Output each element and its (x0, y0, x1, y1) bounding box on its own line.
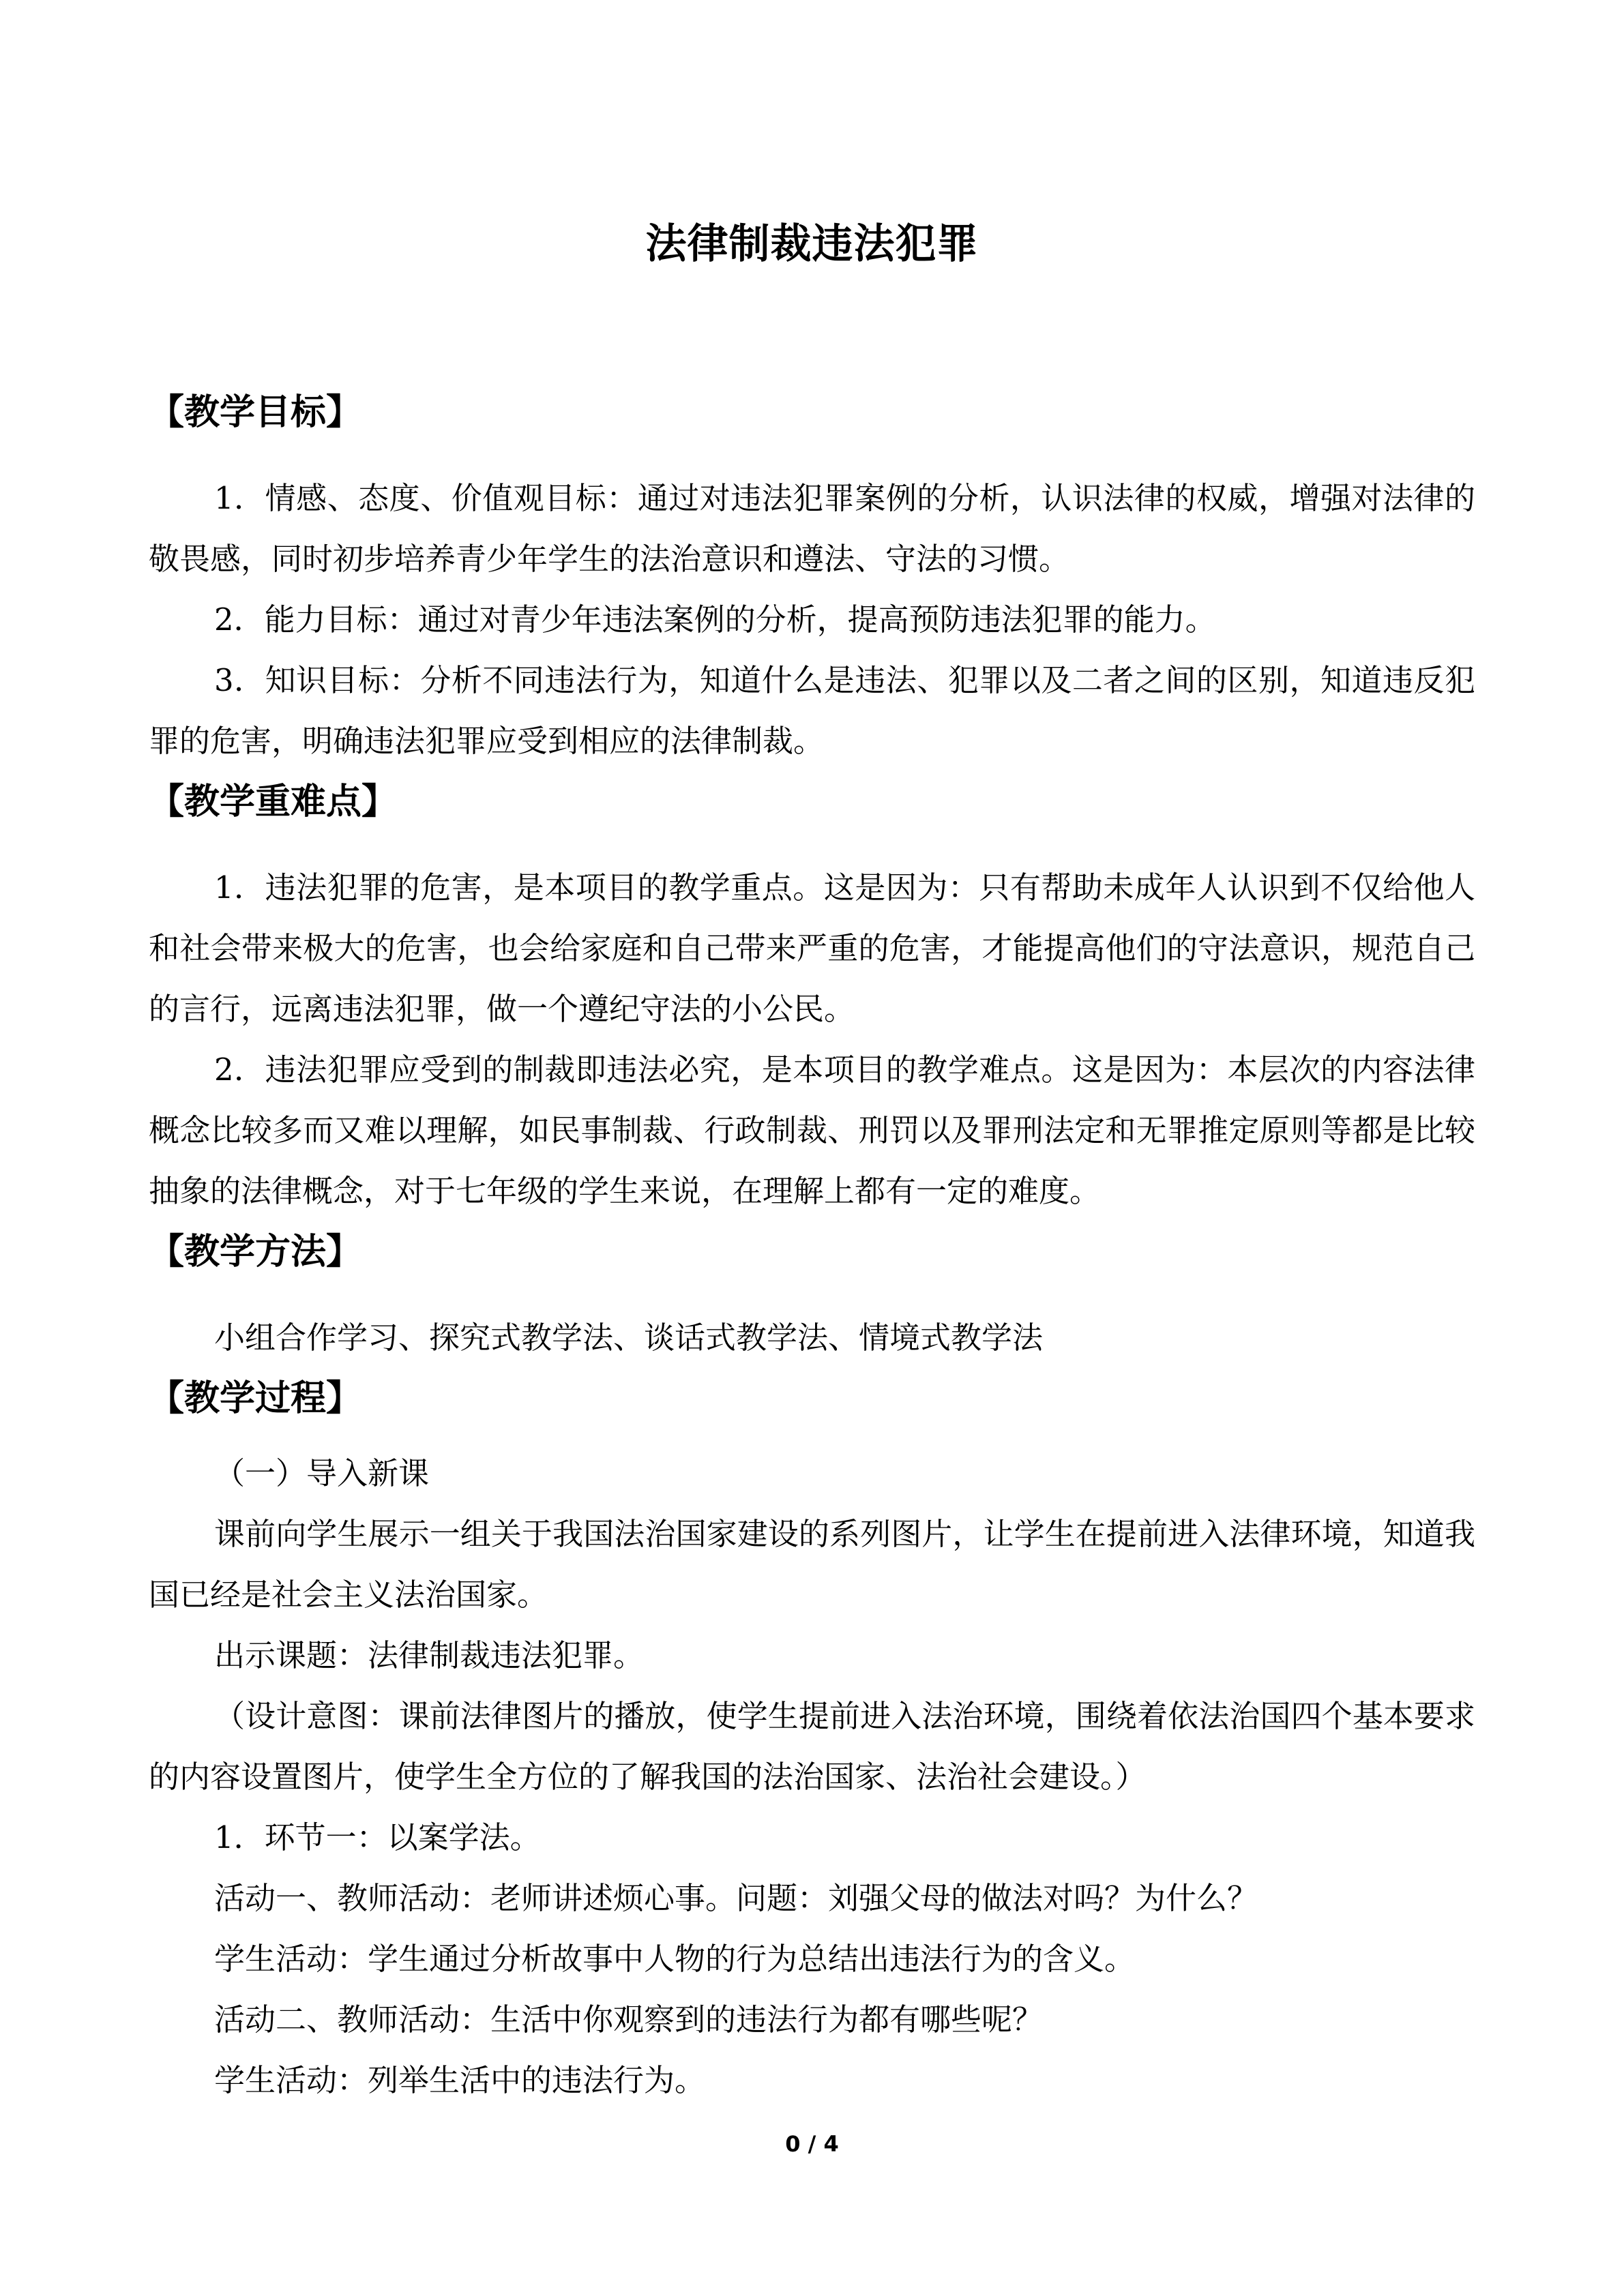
section-heading-key-points: 【教学重难点】 (149, 781, 398, 822)
goal-item: 1．情感、态度、价值观目标：通过对违法犯罪案例的分析，认识法律的权威，增强对法律的敬畏感，同时初步培养青少年学生的法治意识和遵法、守法的习惯。 (149, 480, 1475, 577)
goal-item: 2．能力目标：通过对青少年违法案例的分析，提高预防违法犯罪的能力。 (214, 601, 1216, 638)
goal-item: 3．知识目标：分析不同违法行为，知道什么是违法、犯罪以及二者之间的区别，知道违反犯罪的危害，明确违法犯罪应受到相应的法律制裁。 (149, 662, 1475, 759)
section-heading-goals: 【教学目标】 (149, 391, 362, 433)
process-item: 学生活动：学生通过分析故事中人物的行为总结出违法行为的含义。 (214, 1941, 1136, 1977)
process-item: 课前向学生展示一组关于我国法治国家建设的系列图片，让学生在提前进入法律环境，知道我国已经是社会主义法治国家。 (149, 1516, 1475, 1613)
document-title: 法律制裁违法犯罪 (645, 220, 979, 268)
process-item: （设计意图：课前法律图片的播放，使学生提前进入法治环境，围绕着依法治国四个基本要求的内容设置图片，使学生全方位的了解我国的法治国家、法治社会建设。） (149, 1698, 1475, 1795)
key-point-item: 2．违法犯罪应受到的制裁即违法必究，是本项目的教学难点。这是因为：本层次的内容法律概念比较多而又难以理解，如民事制裁、行政制裁、刑罚以及罪刑法定和无罪推定原则等都是比较抽象的法律概念，对于七年级的学生来说，在理解上都有一定的难度。 (149, 1052, 1475, 1209)
process-item: 活动一、教师活动：老师讲述烦心事。问题：刘强父母的做法对吗？为什么？ (214, 1880, 1258, 1916)
methods-text: 小组合作学习、探究式教学法、谈话式教学法、情境式教学法 (214, 1320, 1044, 1356)
section-heading-methods: 【教学方法】 (149, 1231, 362, 1272)
process-item: 1．环节一：以案学法。 (214, 1819, 541, 1855)
process-item: 出示课题：法律制裁违法犯罪。 (214, 1637, 645, 1673)
key-point-item: 1．违法犯罪的危害，是本项目的教学重点。这是因为：只有帮助未成年人认识到不仅给他人和社会带来极大的危害，也会给家庭和自己带来严重的危害，才能提高他们的守法意识，规范自己的言行，远离违法犯罪，做一个遵纪守法的小公民。 (149, 869, 1475, 1027)
document-body (149, 382, 1475, 2111)
process-item: 学生活动：列举生活中的违法行为。 (214, 2062, 706, 2098)
section-heading-process: 【教学过程】 (149, 1377, 362, 1419)
process-item: 活动二、教师活动：生活中你观察到的违法行为都有哪些呢？ (214, 2001, 1044, 2038)
page-number: 0 / 4 (785, 2131, 839, 2157)
process-item: （一）导入新课 (214, 1455, 430, 1491)
